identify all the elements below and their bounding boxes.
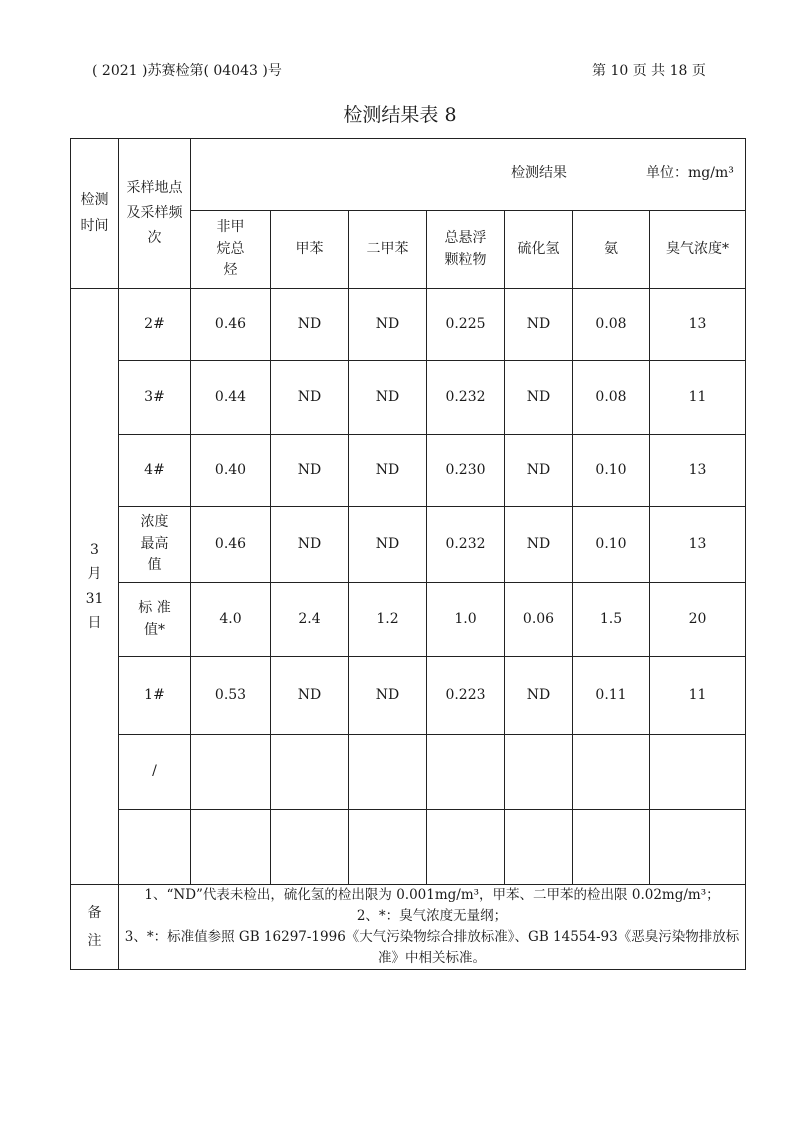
value-cell	[427, 810, 505, 885]
value-cell: 2.4	[271, 583, 349, 657]
table-row	[71, 735, 746, 810]
value-cell: ND	[349, 361, 427, 435]
value-cell	[191, 810, 271, 885]
site-cell: 3#	[119, 361, 191, 435]
value-cell	[271, 735, 349, 810]
value-cell: 0.232	[427, 361, 505, 435]
value-cell	[427, 735, 505, 810]
date-cell: 3月31日	[71, 289, 119, 885]
value-cell	[349, 810, 427, 885]
site-cell: 浓度最高值	[119, 507, 191, 583]
value-cell	[191, 735, 271, 810]
value-cell: 0.232	[427, 507, 505, 583]
value-cell: 1.5	[573, 583, 650, 657]
remarks-row	[71, 885, 746, 970]
value-cell: 0.46	[191, 507, 271, 583]
value-cell: 0.46	[191, 289, 271, 361]
value-cell: ND	[271, 289, 349, 361]
header-row-1	[71, 139, 746, 211]
value-cell	[573, 735, 650, 810]
col-header-odor: 臭气浓度*	[650, 211, 746, 289]
value-cell: 0.10	[573, 507, 650, 583]
unit-label: 单位：mg/m³	[646, 165, 734, 181]
value-cell: 11	[650, 361, 746, 435]
col-header-nmhc: 非甲烷总烃	[191, 211, 271, 289]
site-cell: 标 准值*	[119, 583, 191, 657]
results-table	[70, 138, 746, 970]
site-cell: /	[119, 735, 191, 810]
value-cell: ND	[349, 435, 427, 507]
value-cell	[349, 735, 427, 810]
site-cell: 2#	[119, 289, 191, 361]
value-cell: 20	[650, 583, 746, 657]
value-cell	[573, 810, 650, 885]
value-cell	[650, 810, 746, 885]
value-cell	[650, 735, 746, 810]
value-cell: ND	[505, 435, 573, 507]
results-header	[191, 139, 746, 211]
value-cell: 0.225	[427, 289, 505, 361]
col-header-xylene: 二甲苯	[349, 211, 427, 289]
value-cell: 4.0	[191, 583, 271, 657]
report-number: ( 2021 )苏赛检第( 04043 )号	[92, 63, 282, 79]
remark-line: 3、*：标准值参照 GB 16297-1996《大气污染物综合排放标准》、GB 14554-93《恶臭污染物排放标准》中相关标准。	[124, 928, 740, 966]
value-cell: ND	[505, 507, 573, 583]
value-cell	[505, 735, 573, 810]
remarks-text	[119, 885, 746, 970]
col-header-time: 检测时间	[71, 139, 119, 289]
value-cell: 0.53	[191, 657, 271, 735]
value-cell: ND	[271, 507, 349, 583]
site-cell: 1#	[119, 657, 191, 735]
table-row	[71, 507, 746, 583]
col-header-h2s: 硫化氢	[505, 211, 573, 289]
value-cell: ND	[349, 657, 427, 735]
site-cell	[119, 810, 191, 885]
table-row	[71, 435, 746, 507]
value-cell: ND	[505, 361, 573, 435]
value-cell: 0.44	[191, 361, 271, 435]
value-cell: 0.230	[427, 435, 505, 507]
col-header-nh3: 氨	[573, 211, 650, 289]
value-cell: 11	[650, 657, 746, 735]
value-cell: 1.0	[427, 583, 505, 657]
value-cell: 13	[650, 289, 746, 361]
value-cell: 0.06	[505, 583, 573, 657]
page-info: 第 10 页 共 18 页	[592, 63, 706, 79]
remarks-label: 备注	[71, 885, 119, 970]
table-row	[71, 583, 746, 657]
value-cell: 13	[650, 435, 746, 507]
table-row	[71, 810, 746, 885]
site-cell: 4#	[119, 435, 191, 507]
value-cell: ND	[505, 657, 573, 735]
table-row	[71, 289, 746, 361]
col-header-toluene: 甲苯	[271, 211, 349, 289]
col-header-site: 采样地点及采样频次	[119, 139, 191, 289]
value-cell: ND	[349, 507, 427, 583]
value-cell	[505, 810, 573, 885]
col-header-tsp: 总悬浮颗粒物	[427, 211, 505, 289]
value-cell: 1.2	[349, 583, 427, 657]
value-cell: 0.40	[191, 435, 271, 507]
value-cell: 0.10	[573, 435, 650, 507]
value-cell: ND	[505, 289, 573, 361]
value-cell: ND	[271, 657, 349, 735]
value-cell: ND	[349, 289, 427, 361]
table-row	[71, 361, 746, 435]
value-cell: 13	[650, 507, 746, 583]
results-label: 检测结果	[511, 165, 567, 181]
value-cell: 0.11	[573, 657, 650, 735]
remark-line: 1、“ND”代表未检出，硫化氢的检出限为 0.001mg/m³，甲苯、二甲苯的检出限 0.02mg/m³；	[144, 887, 720, 903]
table-row	[71, 657, 746, 735]
value-cell	[271, 810, 349, 885]
value-cell: 0.08	[573, 289, 650, 361]
value-cell: ND	[271, 435, 349, 507]
value-cell: 0.223	[427, 657, 505, 735]
remark-line: 2、*：臭气浓度无量纲；	[356, 907, 508, 924]
value-cell: ND	[271, 361, 349, 435]
page-title: 检测结果表 8	[343, 104, 457, 126]
value-cell: 0.08	[573, 361, 650, 435]
